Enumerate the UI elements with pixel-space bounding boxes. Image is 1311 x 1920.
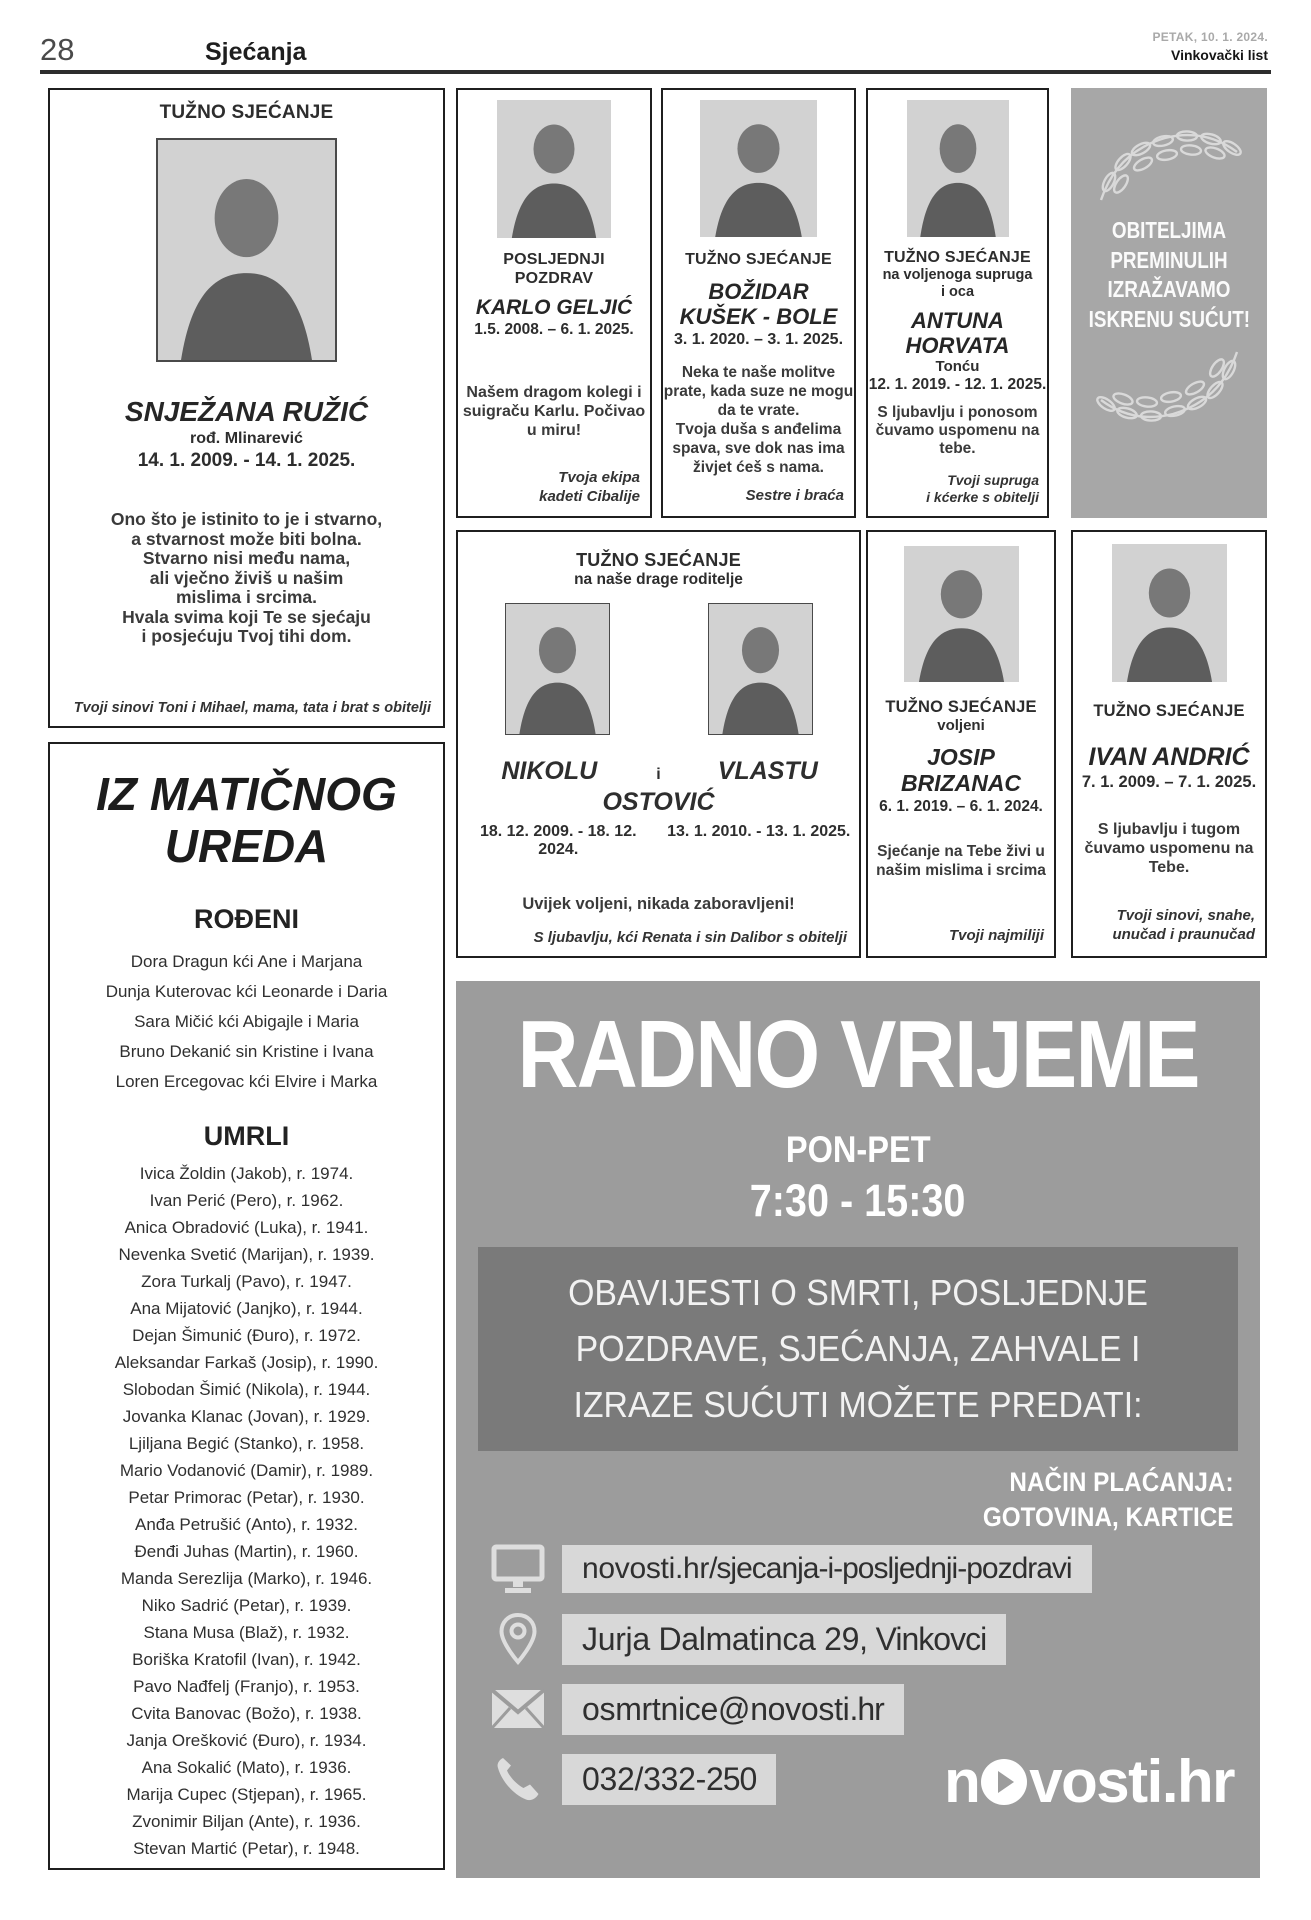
- obituary-josip-brizanac: [866, 530, 1056, 958]
- life-dates: 3. 1. 2020. – 3. 1. 2025.: [673, 331, 844, 348]
- maiden-name: rođ. Mlinarević: [190, 430, 303, 447]
- memorial-verse: [50, 510, 443, 647]
- condolence-line: OBITELJIMA: [1111, 217, 1227, 243]
- registry-title: [50, 768, 443, 872]
- submission-notice: [478, 1247, 1238, 1451]
- died-entry: Ivan Perić (Pero), r. 1962.: [149, 1191, 344, 1210]
- signature: [468, 468, 640, 506]
- payment-line: GOTOVINA, KARTICE: [983, 1502, 1234, 1532]
- working-hours: [456, 1175, 1260, 1227]
- life-dates-left: 18. 12. 2009. - 18. 12. 2024.: [479, 823, 637, 858]
- working-hours-text: 7:30 - 15:30: [750, 1175, 966, 1226]
- verse-line: Tebe.: [1148, 859, 1190, 876]
- name-line: ANTUNA: [911, 308, 1004, 333]
- location-pin-icon: [486, 1612, 550, 1666]
- memorial-subheading: voljeni: [937, 717, 985, 734]
- condolence-line: ISKRENU SUĆUT!: [1088, 305, 1251, 332]
- died-entry: Mario Vodanović (Damir), r. 1989.: [119, 1461, 374, 1480]
- name-line: HORVATA: [905, 333, 1010, 358]
- memorial-verse: Uvijek voljeni, nikada zaboravljeni!: [522, 895, 795, 913]
- deceased-name: [868, 744, 1054, 796]
- portrait-photo: [904, 546, 1019, 682]
- name-line: BRIZANAC: [900, 770, 1022, 796]
- memorial-verse: [458, 383, 650, 440]
- deceased-name: [663, 279, 854, 329]
- header-rule: [40, 70, 1271, 74]
- notice-line: OBAVIJESTI O SMRTI, POSLJEDNJE: [568, 1272, 1148, 1313]
- website-domain: novosti.hr: [582, 1552, 710, 1585]
- portrait-photo: [505, 603, 610, 735]
- masthead-info: [1152, 30, 1268, 63]
- verse-line: i posjećuju Tvoj tihi dom.: [141, 626, 352, 646]
- laurel-branch-icon: [1091, 346, 1247, 430]
- verse-line: čuvamo uspomenu na: [875, 422, 1040, 439]
- deceased-surname: OSTOVIĆ: [602, 788, 715, 816]
- contact-row-email: [486, 1681, 1236, 1737]
- phone-icon: [486, 1754, 550, 1804]
- deceased-name: KARLO GELJIĆ: [475, 296, 633, 319]
- signature-line: Tvoja ekipa: [558, 469, 640, 486]
- died-entry: Anica Obradović (Luka), r. 1941.: [124, 1218, 369, 1237]
- life-dates: 7. 1. 2009. – 7. 1. 2025.: [1081, 773, 1257, 791]
- died-entry: Slobodan Šimić (Nikola), r. 1944.: [122, 1380, 371, 1399]
- working-days-text: PON-PET: [785, 1129, 931, 1170]
- verse-line: S ljubavlju i tugom: [1097, 821, 1241, 838]
- died-entry: Pavo Nađfelj (Franjo), r. 1953.: [133, 1677, 360, 1696]
- signature: Sestre i braća: [745, 487, 844, 504]
- memorial-heading: TUŽNO SJEĆANJE: [685, 251, 832, 268]
- conjunction: i: [656, 766, 661, 783]
- phone-suffix: 250: [705, 1760, 757, 1797]
- died-entry: Ljiljana Begić (Stanko), r. 1958.: [128, 1434, 365, 1453]
- verse-line: Tvoja duša s anđelima: [675, 421, 842, 438]
- signature-line: kadeti Cibalije: [539, 488, 640, 505]
- verse-line: čuvamo uspomenu na: [1084, 840, 1254, 857]
- verse-line: Hvala svima koji Te se sjećaju: [122, 606, 371, 627]
- portrait-photo: [700, 100, 817, 237]
- condolence-line: IZRAŽAVAMO: [1107, 276, 1231, 302]
- died-heading: UMRLI: [203, 1121, 290, 1151]
- verse-line: našim mislima i srcima: [876, 862, 1046, 879]
- signature: [1083, 906, 1255, 944]
- signature: [876, 472, 1039, 506]
- email-user: osmrtnice@novosti: [582, 1690, 850, 1727]
- envelope-icon: [486, 1688, 550, 1730]
- registry-title-line1: IZ MATIČNOG: [96, 768, 397, 820]
- phone-prefix: 032/332-: [582, 1760, 706, 1797]
- born-entry: Bruno Dekanić sin Kristine i Ivana: [119, 1042, 374, 1061]
- verse-line: a stvarnost može biti bolna.: [131, 528, 362, 549]
- working-days: [456, 1129, 1260, 1171]
- obituary-snjezana-ruzic: [48, 88, 445, 728]
- publication-name: Vinkovački list: [1170, 47, 1268, 63]
- born-entry: Dora Dragun kći Ane i Marjana: [130, 952, 363, 971]
- payment-methods: [955, 1465, 1234, 1535]
- died-entry: Stevan Martić (Petar), r. 1948.: [133, 1839, 360, 1858]
- condolence-panel: [1071, 88, 1267, 518]
- verse-line: S ljubavlju i ponosom: [877, 404, 1038, 421]
- died-entry: Petar Primorac (Petar), r. 1930.: [128, 1488, 365, 1507]
- verse-line: ali vječno živiš u našim: [149, 567, 344, 588]
- section-title: Sjećanja: [205, 38, 307, 66]
- notice-line: POZDRAVE, SJEĆANJA, ZAHVALE I: [575, 1328, 1141, 1369]
- died-list: [50, 1160, 443, 1862]
- deceased-names: [458, 757, 859, 786]
- verse-line: Stvarno nisi među nama,: [142, 548, 351, 568]
- died-entry: Niko Sadrić (Petar), r. 1939.: [141, 1596, 352, 1615]
- verse-line: prate, kada suze ne mogu: [663, 383, 854, 400]
- verse-line: spava, sve dok nas ima: [672, 440, 845, 457]
- heading-line: POZDRAV: [514, 270, 594, 287]
- condolence-line: PREMINULIH: [1110, 246, 1228, 273]
- ad-title: [456, 1001, 1260, 1108]
- life-dates: 1.5. 2008. – 6. 1. 2025.: [474, 321, 634, 338]
- monitor-icon: [486, 1544, 550, 1594]
- logo-text-suffix: vosti.hr: [1029, 1748, 1234, 1815]
- deceased-name: SNJEŽANA RUŽIĆ: [124, 396, 369, 427]
- verse-line: suigraču Karlu. Počivao: [462, 403, 646, 420]
- died-entry: Janja Orešković (Đuro), r. 1934.: [126, 1731, 367, 1750]
- died-entry: Anđa Petrušić (Anto), r. 1932.: [134, 1515, 358, 1534]
- memorial-subheading: na naše drage roditelje: [574, 571, 743, 588]
- memorial-verse: [868, 404, 1047, 458]
- verse-line: u miru!: [526, 422, 582, 439]
- signature-line: unučad i praunučad: [1112, 926, 1255, 943]
- nickname: Tonću: [935, 358, 980, 375]
- email-value: [562, 1684, 904, 1735]
- email-tld: .hr: [849, 1690, 884, 1727]
- obituary-nikola-vlasta-ostovic: [456, 530, 861, 958]
- signature: Tvoji najmiliji: [948, 927, 1044, 944]
- died-entry: Nevenka Svetić (Marijan), r. 1939.: [118, 1245, 375, 1264]
- died-entry: Marija Cupec (Stjepan), r. 1965.: [126, 1785, 367, 1804]
- deceased-name-left: NIKOLU: [501, 757, 598, 785]
- deceased-name-right: VLASTU: [717, 757, 818, 785]
- life-dates: 14. 1. 2009. - 14. 1. 2025.: [137, 450, 356, 471]
- verse-line: Našem dragom kolegi i: [466, 384, 642, 401]
- died-entry: Aleksandar Farkaš (Josip), r. 1990.: [114, 1353, 379, 1372]
- portrait-photo: [156, 138, 337, 362]
- registry-title-line2: UREDA: [164, 820, 329, 872]
- name-line: JOSIP: [927, 744, 995, 770]
- verse-line: mislima i srcima.: [175, 587, 318, 607]
- verse-line: Sjećanje na Tebe živi u: [877, 843, 1045, 860]
- died-entry: Jovanka Klanac (Jovan), r. 1929.: [122, 1407, 371, 1426]
- memorial-verse: [868, 842, 1054, 880]
- issue-date: PETAK, 10. 1. 2024.: [1152, 30, 1268, 44]
- died-entry: Ivica Žoldin (Jakob), r. 1974.: [139, 1164, 354, 1183]
- phone-value: [562, 1754, 776, 1805]
- website-path: /sjecanja-i-posljednji-pozdravi: [709, 1552, 1072, 1585]
- signature: Tvoji sinovi Toni i Mihael, mama, tata i brat s obitelji: [73, 700, 431, 716]
- memorial-verse: [1073, 820, 1265, 877]
- heading-line: POSLJEDNJI: [503, 251, 605, 268]
- born-entry: Sara Mičić kći Abigajle i Maria: [134, 1012, 359, 1031]
- died-entry: Stana Musa (Blaž), r. 1932.: [143, 1623, 350, 1642]
- portrait-photo: [708, 603, 813, 735]
- novosti-logo: [944, 1747, 1234, 1816]
- memorial-heading: TUŽNO SJEĆANJE: [576, 550, 741, 570]
- died-entry: Zvonimir Biljan (Ante), r. 1936.: [132, 1812, 361, 1831]
- address-street: Jurja Dalmatinca 29,: [582, 1620, 868, 1657]
- life-dates: 12. 1. 2019. - 12. 1. 2025.: [868, 376, 1047, 393]
- born-heading: ROĐENI: [193, 904, 299, 934]
- registry-office-box: [48, 742, 445, 1870]
- ad-title-text: RADNO VRIJEME: [517, 1001, 1199, 1108]
- memorial-subheading: [868, 267, 1047, 300]
- verse-line: Ono što je istinito to je i stvarno,: [110, 509, 383, 529]
- address-city: Vinkovci: [867, 1620, 987, 1657]
- address-value: [562, 1614, 1006, 1665]
- born-entry: Loren Ercegovac kći Elvire i Marka: [115, 1072, 378, 1091]
- contact-row-address: [486, 1611, 1236, 1667]
- life-dates-row: [458, 823, 859, 859]
- memorial-heading: TUŽNO SJEĆANJE: [159, 102, 334, 123]
- signature-line: i kćerke s obitelji: [926, 489, 1039, 505]
- died-entry: Dejan Šimunić (Đuro), r. 1972.: [132, 1326, 361, 1345]
- died-entry: Ana Mijatović (Janjko), r. 1944.: [130, 1299, 363, 1318]
- obituary-antun-horvat: [866, 88, 1049, 518]
- portrait-photos: [458, 603, 859, 735]
- obituary-bozidar-kusek-bole: [661, 88, 856, 518]
- deceased-name: IVAN ANDRIĆ: [1088, 743, 1250, 771]
- memorial-verse: [663, 363, 854, 477]
- died-entry: Đenđi Juhas (Martin), r. 1960.: [134, 1542, 359, 1561]
- life-dates: 6. 1. 2019. – 6. 1. 2024.: [879, 798, 1043, 815]
- verse-line: tebe.: [939, 440, 976, 457]
- name-line: KUŠEK - BOLE: [679, 304, 838, 329]
- portrait-photo: [907, 100, 1009, 237]
- died-entry: Cvita Banovac (Božo), r. 1938.: [131, 1704, 362, 1723]
- laurel-branch-icon: [1091, 122, 1247, 206]
- memorial-heading: TUŽNO SJEĆANJE: [884, 249, 1031, 266]
- born-entry: Dunja Kuterovac kći Leonarde i Daria: [105, 982, 388, 1001]
- obituary-karlo-geljic: [456, 88, 652, 518]
- life-dates-right: 13. 1. 2010. - 13. 1. 2025.: [667, 823, 851, 840]
- subheading-line: na voljenoga supruga: [882, 267, 1033, 283]
- memorial-heading: TUŽNO SJEĆANJE: [1093, 702, 1245, 720]
- born-list: [50, 947, 443, 1097]
- subheading-line: i oca: [940, 283, 975, 300]
- verse-line: da te vrate.: [717, 402, 800, 419]
- verse-line: živjet ćeš s nama.: [693, 459, 824, 476]
- page-number: 28: [40, 32, 75, 67]
- name-line: BOŽIDAR: [708, 279, 809, 304]
- died-entry: Manda Serezlija (Marko), r. 1946.: [120, 1569, 373, 1588]
- obituary-ivan-andric: [1071, 530, 1267, 958]
- working-hours-advertisement: [456, 981, 1260, 1878]
- memorial-heading: TUŽNO SJEĆANJE: [885, 698, 1037, 716]
- website-value: [562, 1545, 1092, 1593]
- signature: S ljubavlju, kći Renata i sin Dalibor s obitelji: [533, 929, 847, 946]
- deceased-name: [868, 308, 1047, 358]
- died-entry: Zora Turkalj (Pavo), r. 1947.: [141, 1272, 352, 1291]
- play-button-icon: [981, 1759, 1027, 1805]
- notice-line: IZRAZE SUĆUTI MOŽETE PREDATI:: [573, 1384, 1143, 1425]
- signature-line: Tvoji sinovi, snahe,: [1116, 907, 1255, 924]
- payment-line: NAČIN PLAĆANJA:: [1009, 1467, 1234, 1497]
- logo-text-prefix: n: [944, 1748, 980, 1815]
- signature-line: Tvoji supruga: [947, 472, 1039, 488]
- died-entry: Ana Sokalić (Mato), r. 1936.: [141, 1758, 352, 1777]
- verse-line: Neka te naše molitve: [681, 364, 836, 381]
- portrait-photo: [1112, 544, 1227, 682]
- portrait-photo: [497, 100, 611, 238]
- memorial-heading: [458, 250, 650, 288]
- died-entry: Boriška Kratofil (Ivan), r. 1942.: [132, 1650, 361, 1669]
- contact-row-website: [486, 1541, 1236, 1597]
- condolence-text: [1071, 216, 1267, 334]
